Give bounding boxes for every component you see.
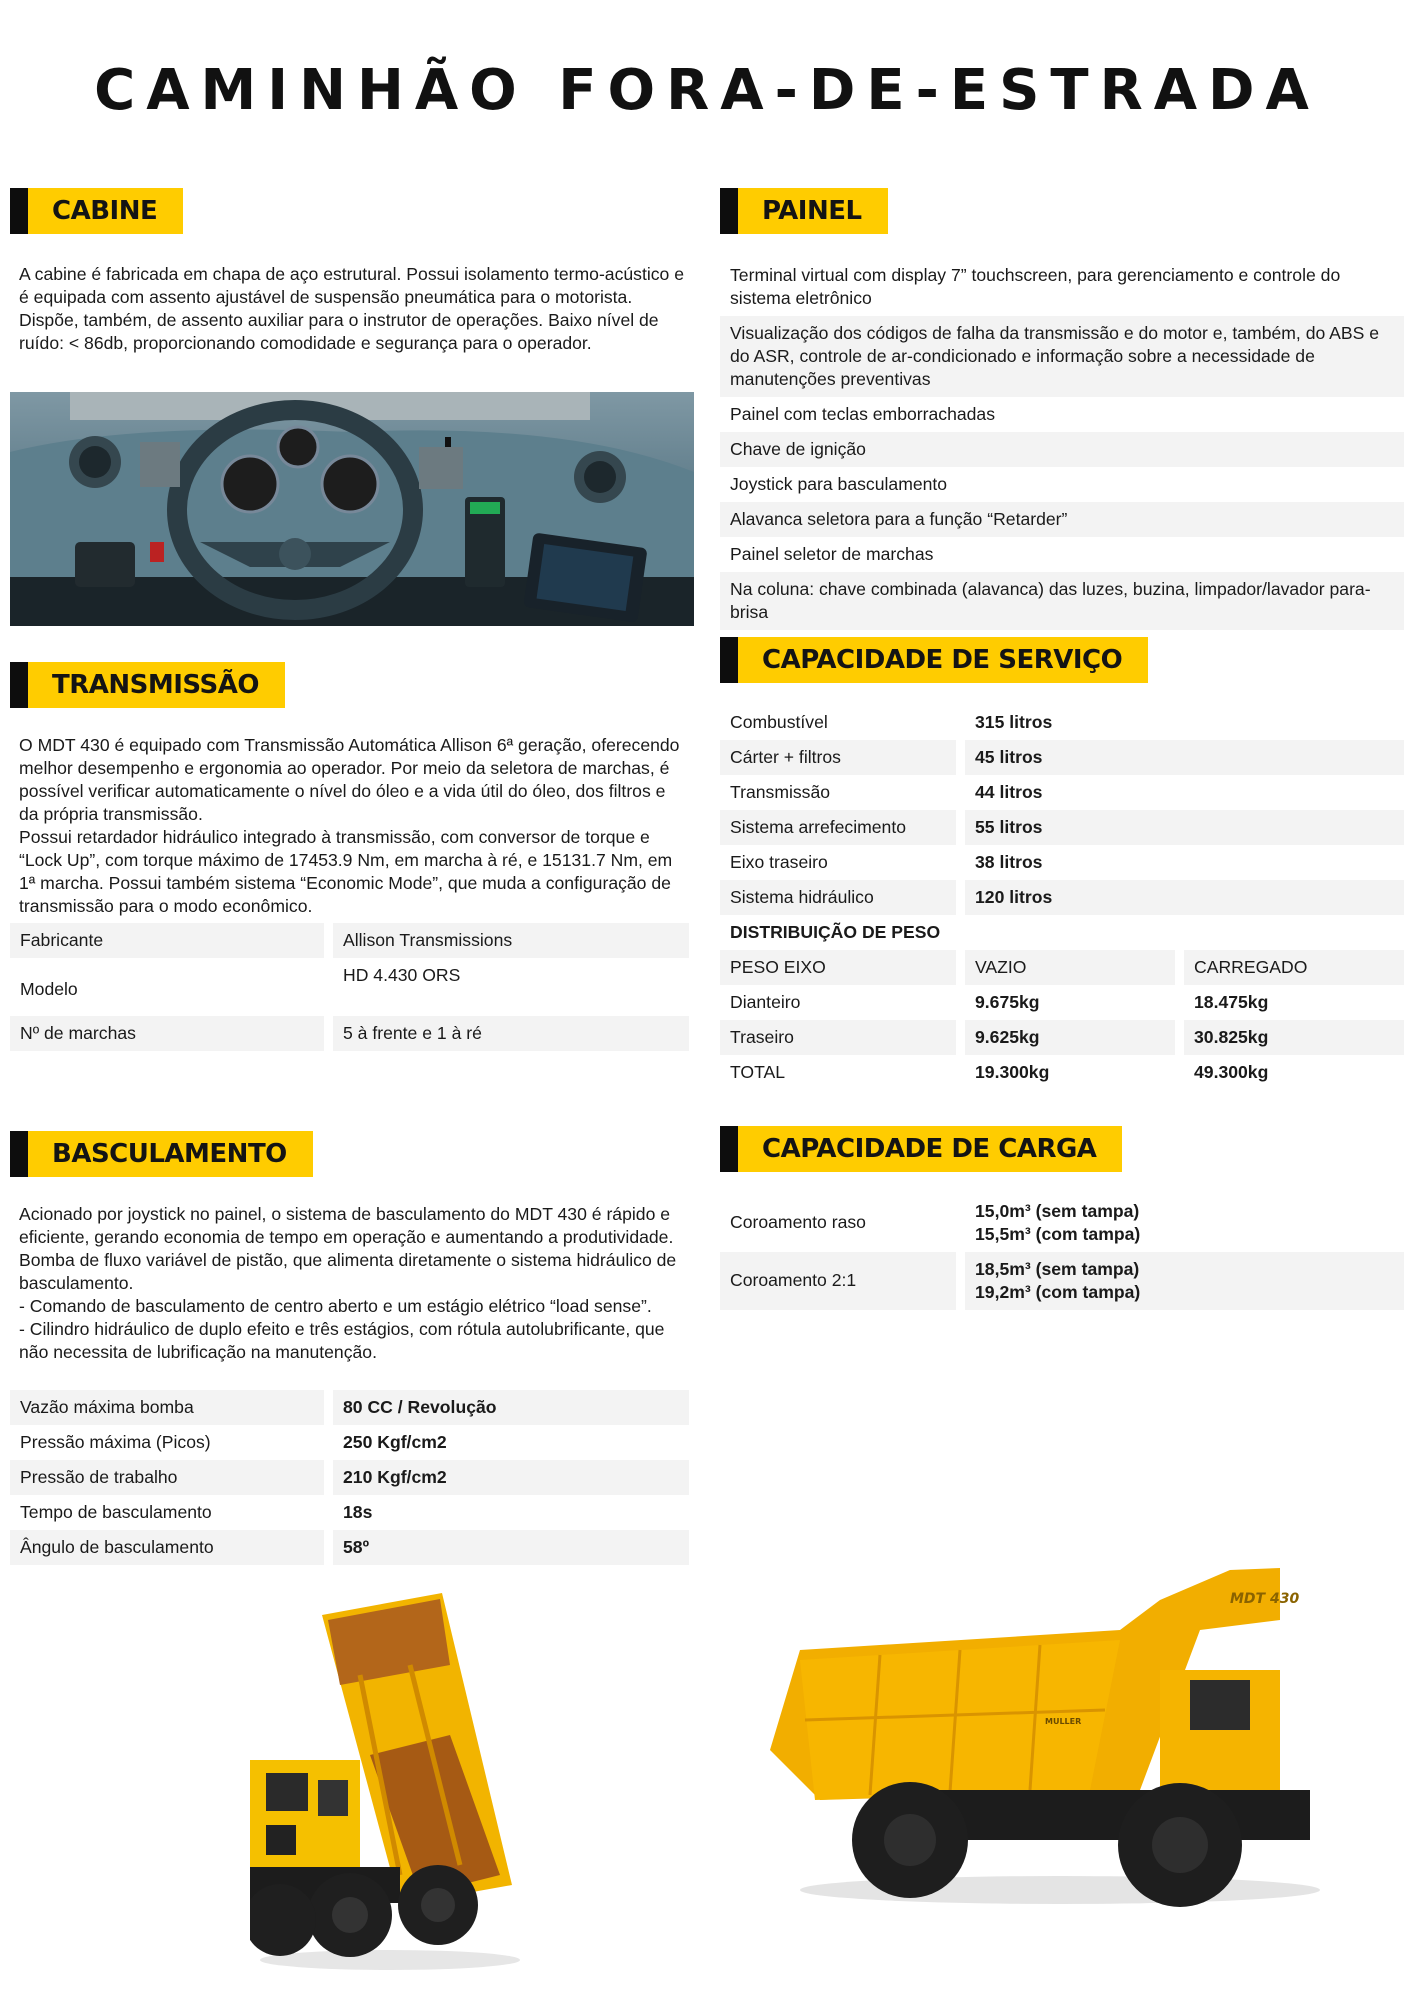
spec-label: Eixo traseiro: [730, 852, 828, 872]
painel-feature-list: [720, 258, 1404, 630]
basculamento-description: [19, 1203, 691, 1364]
spec-label: Tempo de basculamento: [20, 1502, 212, 1522]
table-row: [10, 1390, 689, 1425]
spec-value: 80 CC / Revolução: [333, 1390, 689, 1425]
spec-value: Allison Transmissions: [333, 923, 689, 958]
spec-value: 250 Kgf/cm2: [343, 1432, 447, 1452]
column-header: VAZIO: [965, 950, 1175, 985]
spec-label: Sistema hidráulico: [720, 880, 956, 915]
capacidade-servico-table: [720, 705, 1404, 1090]
list-item: Painel com teclas emborrachadas: [730, 404, 996, 424]
section-header-painel: [720, 188, 888, 234]
spec-value: [965, 1194, 1404, 1252]
table-row: [720, 985, 1404, 1020]
list-item: Visualização dos códigos de falha da transmissão e do motor e, também, do ABS e do ASR, controle de ar-condicionado e informação sobre a necessidade de manutenções preventivas: [720, 316, 1404, 397]
table-row: [10, 923, 689, 958]
cabine-description: A cabine é fabricada em chapa de aço estrutural. Possui isolamento termo-acústico e é equipada com assento ajustável de suspensão pneumática para o motorista. Dispõe, também, de assento auxiliar para o instrutor de operações. Baixo nível de ruído: < 86db, proporcionando comodidade e segurança para o operador.: [19, 264, 685, 353]
basculamento-spec-table: [10, 1390, 689, 1565]
column-header: CARREGADO: [1184, 950, 1404, 985]
transmissao-description: [19, 734, 689, 918]
page-title: CAMINHÃO FORA-DE-ESTRADA: [94, 58, 1320, 123]
spec-label: Pressão de trabalho: [10, 1460, 324, 1495]
spec-value: 5 à frente e 1 à ré: [333, 1016, 689, 1051]
spec-value: 55 litros: [965, 810, 1404, 845]
table-row: [720, 810, 1404, 845]
section-header-capacidade-carga: [720, 1126, 1122, 1172]
spec-value: 210 Kgf/cm2: [333, 1460, 689, 1495]
table-row: [720, 880, 1404, 915]
header-accent-bar: [10, 188, 28, 234]
section-header-transmissao: [10, 662, 285, 708]
dump-truck-side-photo: [760, 1560, 1350, 1910]
value-without-cover: 15,0m³ (sem tampa): [975, 1201, 1140, 1221]
transmissao-spec-table: [10, 923, 689, 1051]
value-with-cover: 15,5m³ (com tampa): [975, 1224, 1141, 1244]
spec-value: 38 litros: [975, 852, 1043, 872]
spec-value: 44 litros: [975, 782, 1043, 802]
peso-header-row: [720, 950, 1404, 985]
header-label: CABINE: [28, 188, 183, 234]
table-row: [10, 1495, 689, 1530]
spec-value: 45 litros: [965, 740, 1404, 775]
truck-brand-label: MULLER: [1045, 1717, 1082, 1726]
header-label: CAPACIDADE DE CARGA: [738, 1126, 1122, 1172]
spec-value: 18s: [343, 1502, 373, 1522]
spec-label: Sistema arrefecimento: [720, 810, 956, 845]
table-row: [720, 775, 1404, 810]
axle-label: Dianteiro: [730, 992, 801, 1012]
table-row: [720, 740, 1404, 775]
header-accent-bar: [720, 188, 738, 234]
dashboard-photo: [10, 392, 694, 626]
table-row: [10, 1016, 689, 1051]
table-row: [720, 1252, 1404, 1310]
value-without-cover: 18,5m³ (sem tampa): [975, 1259, 1140, 1279]
peso-subtitle: DISTRIBUIÇÃO DE PESO: [730, 922, 941, 942]
spec-value: 315 litros: [975, 712, 1053, 732]
spec-label: Nº de marchas: [10, 1016, 324, 1051]
table-row: [720, 1020, 1404, 1055]
list-item: Alavanca seletora para a função “Retarder”: [720, 502, 1404, 537]
table-row: [720, 845, 1404, 880]
axle-label: TOTAL: [730, 1062, 786, 1082]
column-header: PESO EIXO: [720, 950, 956, 985]
value-with-cover: 19,2m³ (com tampa): [975, 1282, 1141, 1302]
header-accent-bar: [10, 662, 28, 708]
section-header-capacidade-servico: [720, 637, 1148, 683]
list-item: Terminal virtual com display 7” touchscreen, para gerenciamento e controle do sistema eletrônico: [730, 265, 1341, 308]
basculamento-line: Bomba de fluxo variável de pistão, que alimenta diretamente o sistema hidráulico de basculamento.: [19, 1250, 677, 1293]
peso-subtitle-row: [720, 915, 1404, 950]
transmissao-paragraph-2: Possui retardador hidráulico integrado à transmissão, com conversor de torque e “Lock Up”, com torque máximo de 17453.9 Nm, em marcha à ré, e 15131.7 Nm, em 1ª marcha. Possui também sistema “Economic Mode”, que muda a configuração de transmissão para o modo econômico.: [19, 827, 673, 916]
header-label: CAPACIDADE DE SERVIÇO: [738, 637, 1148, 683]
spec-label: Fabricante: [10, 923, 324, 958]
header-accent-bar: [720, 1126, 738, 1172]
empty-weight: 9.625kg: [965, 1020, 1175, 1055]
list-item: Na coluna: chave combinada (alavanca) das luzes, buzina, limpador/lavador para-brisa: [720, 572, 1404, 630]
spec-label: Modelo: [20, 979, 78, 999]
table-row: [10, 958, 689, 1016]
spec-label: Pressão máxima (Picos): [20, 1432, 211, 1452]
list-item: Joystick para basculamento: [730, 474, 948, 494]
table-row: [720, 1194, 1404, 1252]
basculamento-line: Acionado por joystick no painel, o sistema de basculamento do MDT 430 é rápido e eficiente, gerando economia de tempo em operação e aumentando a produtividade.: [19, 1204, 674, 1247]
spec-value: [965, 1252, 1404, 1310]
section-header-cabine: [10, 188, 183, 234]
spec-value: 120 litros: [965, 880, 1404, 915]
spec-value: 58º: [333, 1530, 689, 1565]
table-row: [720, 705, 1404, 740]
table-row: [10, 1530, 689, 1565]
basculamento-line: - Cilindro hidráulico de duplo efeito e três estágios, com rótula autolubrificante, que não necessita de lubrificação na manutenção.: [19, 1319, 665, 1362]
dump-truck-raised-illustration: [250, 1575, 530, 1985]
table-row: [10, 1425, 689, 1460]
axle-label: Traseiro: [720, 1020, 956, 1055]
spec-value: HD 4.430 ORS: [343, 965, 461, 985]
header-accent-bar: [720, 637, 738, 683]
loaded-weight: 30.825kg: [1184, 1020, 1404, 1055]
empty-weight: 9.675kg: [975, 992, 1040, 1012]
section-header-basculamento: [10, 1131, 313, 1177]
header-label: BASCULAMENTO: [28, 1131, 313, 1177]
loaded-weight: 49.300kg: [1194, 1062, 1269, 1082]
spec-label: Vazão máxima bomba: [10, 1390, 324, 1425]
list-item: Painel seletor de marchas: [730, 544, 934, 564]
spec-label: Ângulo de basculamento: [10, 1530, 324, 1565]
spec-label: Coroamento 2:1: [720, 1252, 956, 1310]
loaded-weight: 18.475kg: [1194, 992, 1269, 1012]
header-label: TRANSMISSÃO: [28, 662, 285, 708]
spec-label: Transmissão: [730, 782, 831, 802]
capacidade-carga-table: [720, 1194, 1404, 1310]
transmissao-paragraph-1: O MDT 430 é equipado com Transmissão Automática Allison 6ª geração, oferecendo melhor desempenho e ergonomia ao operador. Por meio da seletora de marchas, é possível verificar automaticamente o nível do óleo e a vida útil do óleo, dos filtros e da própria transmissão.: [19, 735, 680, 824]
table-row: [10, 1460, 689, 1495]
dashboard-illustration: [10, 392, 694, 626]
empty-weight: 19.300kg: [975, 1062, 1050, 1082]
list-item: Chave de ignição: [720, 432, 1404, 467]
dump-truck-side-illustration: [760, 1560, 1350, 1910]
header-accent-bar: [10, 1131, 28, 1177]
spec-label: Combustível: [730, 712, 828, 732]
spec-label: Coroamento raso: [730, 1212, 866, 1232]
truck-model-label: MDT 430: [1230, 1591, 1300, 1607]
table-row: [720, 1055, 1404, 1090]
dump-truck-raised-photo: [250, 1575, 530, 1985]
header-label: PAINEL: [738, 188, 888, 234]
basculamento-line: - Comando de basculamento de centro aberto e um estágio elétrico “load sense”.: [19, 1296, 652, 1316]
spec-label: Cárter + filtros: [720, 740, 956, 775]
